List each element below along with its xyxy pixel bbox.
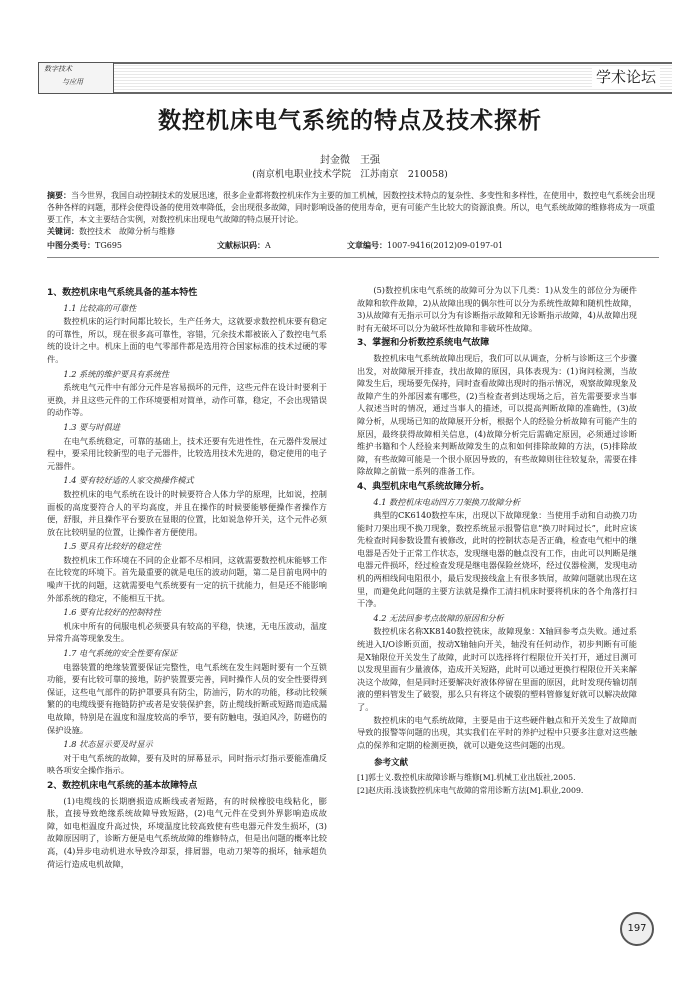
section-heading: 4、典型机床电气系统故障分析。 (357, 481, 490, 492)
article-value: 1007-9416(2012)09-0197-01 (387, 241, 504, 250)
subsection-heading: 1.7 电气系统的安全性要有保证 (63, 648, 178, 659)
subsection-heading: 4.1 数控机床电动四方刀架换刀故障分析 (373, 496, 521, 507)
paper-title: 数控机床电气系统的特点及技术探析 (158, 108, 542, 134)
page-number: 197 (620, 912, 654, 946)
body-paragraph: 电器装置的绝缘装置要保证完整性，电气系统在发生问题时要有一个互锁功能，要有比较可靠的接地，防护装置要完善，同时操作人员的安全性要得到保证，这些电气部件的防护罩要具有防尘，防油污，防水的功能，移动比较频繁的的电缆线要有拖链防护或者是安装保护套，防止缆线折断或短路而造成漏电故障，特别是在温度和湿度较高的季节，要有防触电，强迫风冷，防磁伤的保护设施。 (47, 661, 327, 735)
subsection-heading: 1.2 系统的维护要具有系统性 (63, 368, 170, 379)
keywords (47, 226, 659, 238)
body-paragraph: (1)电缆线的长期磨损造成断线或者短路，有的时候橡胶电线粘化，膨胀，直接导致绝缘系统故障导致短路，(2)电气元件在受到外界影响造成故障，如电柜温度升高过快，环境温度比较高致使有些电器元件发生损坏，(3)故障原因明了，诊断方便是电气系统故障的维修特点，但是出问题的概率比较高，(4)异步电动机进水导致冷却泵，排屑器，电动刀架等的损坏，轴承超负荷运行造成电机故障， (47, 795, 327, 869)
doc-code (217, 240, 271, 251)
header-rule (47, 257, 659, 258)
doc-value: A (265, 241, 271, 250)
body-paragraph: 数控机床的电气系统故障，主要是由于这些硬件触点和开关发生了故障而导致的报警等问题的出现，其实我们在平时的养护过程中只要多注意对这些触点的保养和定期的检测更换，就可以避免这些问题的出现。 (357, 714, 637, 750)
body-paragraph: 数控机床工作环境在不同的企业都不尽相同，这就需要数控机床能够工作在比较宽的环境下。首先最重要的就是电压的波动问题，第二是目前电网中的噪声干扰的问题，这就需要电气系统要有一定的抗干扰能力，但是还不能影响外部系统的稳定，不能相互干扰。 (47, 554, 327, 603)
article-label: 文章编号： (347, 240, 387, 250)
references-heading: 参考文献 (374, 758, 409, 769)
subsection-heading: 4.2 无法回参考点故障的原因和分析 (373, 612, 504, 623)
keywords-text: 数控技术 故障分析与维修 (79, 227, 175, 236)
subsection-heading: 1.4 要有较好适的人家交换操作模式 (63, 475, 194, 486)
body-paragraph: 对于电气系统的故障，要有及时的屏幕显示，同时指示灯指示要能准确反映各项安全操作指示。 (47, 752, 327, 776)
journal-logo-line2: 与应用 (62, 78, 83, 86)
subsection-heading: 1.6 要有比较好的控制特性 (63, 607, 161, 618)
body-paragraph: (5)数控机床电气系统的故障可分为以下几类：1)从发生的部位分为硬件故障和软件故障，2)从故障出现的偶尔性可以分为系统性故障和随机性故障，3)从故障有无指示可以分为有诊断指示故障和无诊断指示故障，4)从故障出现时有无破坏可以分为破坏性故障和非破坏性故障。 (357, 285, 637, 333)
section-heading: 3、掌握和分析数控系统电气故障 (357, 338, 490, 349)
body-paragraph: 系统电气元件中有部分元件是容易损坏的元件，这些元件在设计时要利于更换，并且这些元件的工作环境要相对简单，动作可靠，稳定，不会出现错误的动作等。 (47, 382, 327, 418)
subsection-heading: 1.1 比较高的可靠性 (63, 302, 137, 313)
section-label: 学术论坛 (592, 66, 660, 87)
subsection-heading: 1.5 要具有比较好的稳定性 (63, 541, 161, 552)
abstract-text: 当今世界，我国自动控制技术的发展迅速，很多企业都将数控机床作为主要的加工机械，因数控技术特点的复杂性、多变性和多样性，在使用中，数控电气系统会出现各种各样的问题，那样会使得设备的使用效率降低，会出现很多故障，同时影响设备的使用寿命，更有可能产生比较大的资源浪费。所以，电气系统故障的维修将成为一项重要工作，本文主要结合实例，对数控机床出现电气故障的特点展开讨论。 (47, 191, 655, 224)
subsection-heading: 1.3 要与时俱进 (63, 421, 120, 432)
header-band (112, 62, 672, 94)
reference-item: [2]赵庆雨.浅谈数控机床电气故障的常用诊断方法[M].职业,2009. (357, 785, 584, 795)
body-paragraph: 机床中所有的伺服电机必须要具有较高的平稳，快速，无电压波动，温度异常升高等现象发生。 (47, 620, 327, 644)
left-column (47, 284, 327, 870)
reference-item: [1]郭士义.数控机床故障诊断与维修[M].机械工业出版社,2005. (357, 772, 576, 782)
subsection-heading: 1.8 状态显示要及时显示 (63, 739, 153, 750)
doc-label: 文献标识码： (217, 240, 265, 250)
paper-affiliation: (南京机电职业技术学院 江苏南京 210058) (252, 169, 448, 180)
section-heading: 2、数控机床电气系统的基本故障特点 (47, 780, 198, 791)
body-paragraph: 数控机床名称XK8140数控铣床，故障现象：X轴回参考点失败。通过系统进入I/O诊断页面，按动X轴轴向开关，轴没有任何动作，初步判断有可能是X轴限位开关发生了故障，此时可以选择将行程限位开关打开，通过目测可以发现里面有少量液体，造成开关短路，此时可以通过更换行程限位开关来解决这个故障，但是同时还要解决好液体停留在里面的原因，此时发现传输切削液的塑料管发生了破裂，那么只有将这个破裂的塑料管修复好就可以解决故障了。 (357, 626, 637, 712)
body-paragraph: 在电气系统稳定，可靠的基础上，技术还要有先进性性，在元器件发展过程中，要采用比较新型的电子元器件，比较选用技术先进的，稳定使用的电子元器件。 (47, 435, 327, 471)
abstract (47, 190, 659, 226)
clc-label: 中图分类号： (47, 240, 95, 250)
journal-logo (38, 62, 112, 92)
abstract-label: 摘要： (47, 191, 71, 200)
section-heading: 1、数控机床电气系统具备的基本特性 (47, 288, 198, 298)
clc-value: TG695 (95, 241, 122, 250)
body-paragraph: 数控机床电气系统故障出现后，我们可以从调查，分析与诊断这三个步骤出发，对故障展开排查，找出故障的原因，具体表现为：(1)询问检测，当故障发生后，现场要先保持，同时查看故障出现时的指示情况，观察故障现象及故障产生的外部因素有哪些，(2)当检查者到达现场之后，首先需要要求当事人叙述当时的情况，通过当事人的描述，可以提高判断故障的准确性，(3)故障分析，从现场已知的故障展开分析，根据个人的经验分析故障有可能产生的原因，最终获得故障相关信息，(4)故障分析完后需确定原因，必须通过诊断维护书籍和个人经验来判断故障发生的点和如何排除故障的方法，(5)排除故障，有些故障可能是一个很小原因导致的，有些故障则往往较复杂，需要在排除故障之前做一系列的准备工作。 (357, 352, 637, 477)
keywords-label: 关键词： (47, 227, 79, 236)
journal-logo-line1: 数字技术 (44, 65, 72, 73)
paper-authors: 封金微 王强 (320, 155, 380, 166)
body-paragraph: 数控机床的运行时间都比较长，生产任务大，这就要求数控机床要有稳定的可靠性，所以，现在很多高可靠性，容错，冗余技术都被嵌入了数控电气系统的设计之中。机床上面的电气零部件都是选用符合国家标准的技术过硬的零件。 (47, 316, 327, 364)
article-number (347, 240, 503, 251)
body-paragraph: 典型的CK6140数控车床，出现以下故障现象：当使用手动和自动换刀功能时刀架出现不换刀现象，数控系统显示报警信息“换刀时间过长”，此时应该先检查时间参数设置有被修改，此时的控制状态是否正确，检查电气柜中的继电器是否处于正常工作状态，发现继电器的触点没有工作，由此可以判断是继电器元件损坏，经过检查发现是继电器保险丝烧坏，经过仪器检测，发现电动机的两相线间电阻很小，最后发现接线盒上有很多铁屑，故障问题就出现在这里，而避免此问题的主要方法就是操作工清扫机床时要将机床的各个角落打扫干净。 (357, 510, 637, 609)
body-paragraph: 数控机床的电气系统在设计的时候要符合人体力学的原理，比如说，控制面板的高度要符合人的平均高度，并且在操作的时候要能够便操作者操作方便，舒服，并且操作平台要放在显眼的位置，比如说急停开关，这个元件必须放在比较明显的位置，让操作者方便使用。 (47, 488, 327, 537)
right-column (357, 284, 637, 797)
clc-number (47, 240, 122, 251)
